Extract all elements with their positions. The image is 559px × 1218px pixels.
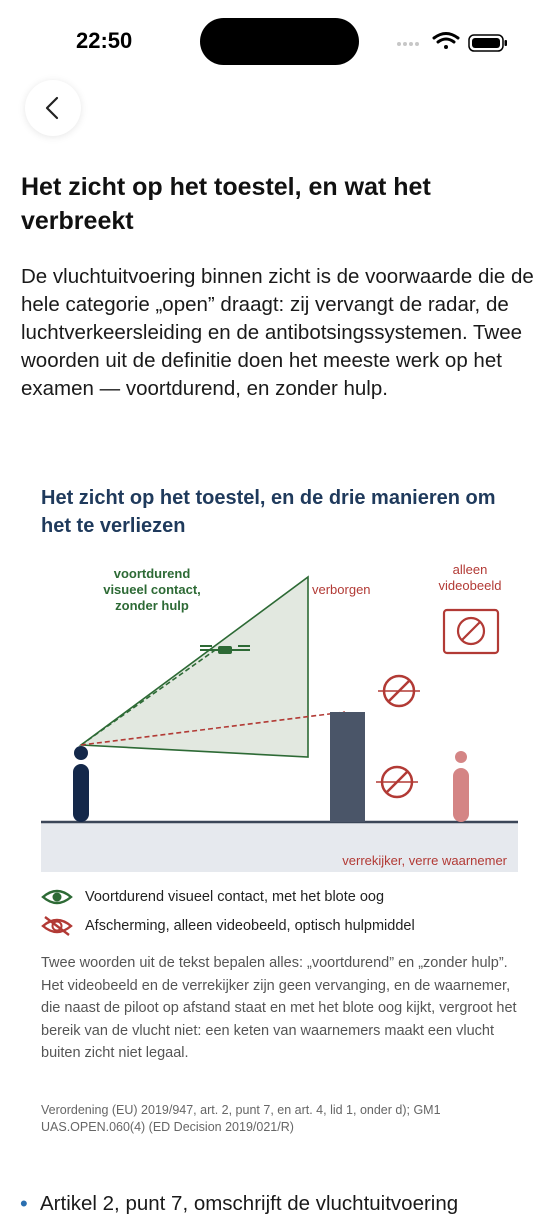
label-video-line1: alleen	[452, 562, 488, 577]
label-binoculars: verrekijker, verre waarnemer	[342, 853, 507, 868]
figure-caption: Twee woorden uit de tekst bepalen alles: „voortdurend” en „zonder hulp”. Het videobeeld en de verrekijker zijn geen vervanging, en de waarnemer, die naast de piloot op afstand staat en met het blote oog kijkt, vergroot het bereik van de vlucht niet: een keten van waarnemers maakt een vlucht buiten zicht niet legaal.	[41, 955, 517, 1061]
battery-icon	[469, 35, 507, 51]
legend-item-blocked	[41, 914, 415, 938]
legend-text: Voortdurend visueel contact, met het blote oog	[85, 889, 385, 905]
signal-icon	[397, 42, 419, 46]
label-hidden: verborgen	[312, 582, 371, 597]
bullet-icon: •	[20, 1191, 28, 1216]
video-blocked-icon	[444, 610, 498, 653]
status-time: 22:50	[76, 28, 133, 53]
label-vlos-line2: visueel contact,	[103, 582, 201, 597]
binoculars-blocked-icon	[376, 767, 418, 797]
observer-figure	[453, 751, 469, 822]
label-vlos-line1: voortdurend	[113, 566, 191, 581]
label-video-line2: videobeeld	[438, 578, 502, 593]
blocked-sight-icon	[378, 676, 420, 706]
eye-icon	[41, 886, 73, 908]
chevron-left-icon	[43, 96, 63, 120]
dynamic-island	[200, 18, 359, 65]
figure-title: Het zicht op het toestel, en de drie manieren om het te verliezen	[41, 487, 496, 537]
legend-item-vlos	[41, 885, 384, 909]
intro-paragraph: De vluchtuitvoering binnen zicht is de voorwaarde die de hele categorie „open” draagt: zij vervangt de radar, de luchtverkeersleiding en de antibotsingssystemen. Twee woorden uit de definitie doen het meeste werk op het examen — voortdurend, en zonder hulp.	[21, 265, 534, 400]
list-item	[20, 1190, 550, 1218]
figure-source: Verordening (EU) 2019/947, art. 2, punt 7, en art. 4, lid 1, onder d); GM1 UAS.OPEN.060(4) (ED Decision 2019/021/R)	[41, 1103, 441, 1134]
page-title: Het zicht op het toestel, en wat het verbreekt	[21, 173, 431, 235]
eye-off-icon	[41, 915, 73, 937]
pilot-figure	[73, 746, 89, 822]
vlos-illustration	[0, 550, 559, 880]
label-vlos-line3: zonder hulp	[115, 598, 189, 613]
status-icons	[393, 30, 513, 54]
wifi-icon	[434, 34, 458, 50]
legend-text: Afscherming, alleen videobeeld, optisch hulpmiddel	[85, 918, 415, 934]
status-bar	[0, 0, 559, 80]
list-item-text: Artikel 2, punt 7, omschrijft de vluchtuitvoering	[40, 1192, 459, 1215]
obstacle-wall	[330, 712, 365, 822]
back-button[interactable]	[25, 80, 81, 136]
